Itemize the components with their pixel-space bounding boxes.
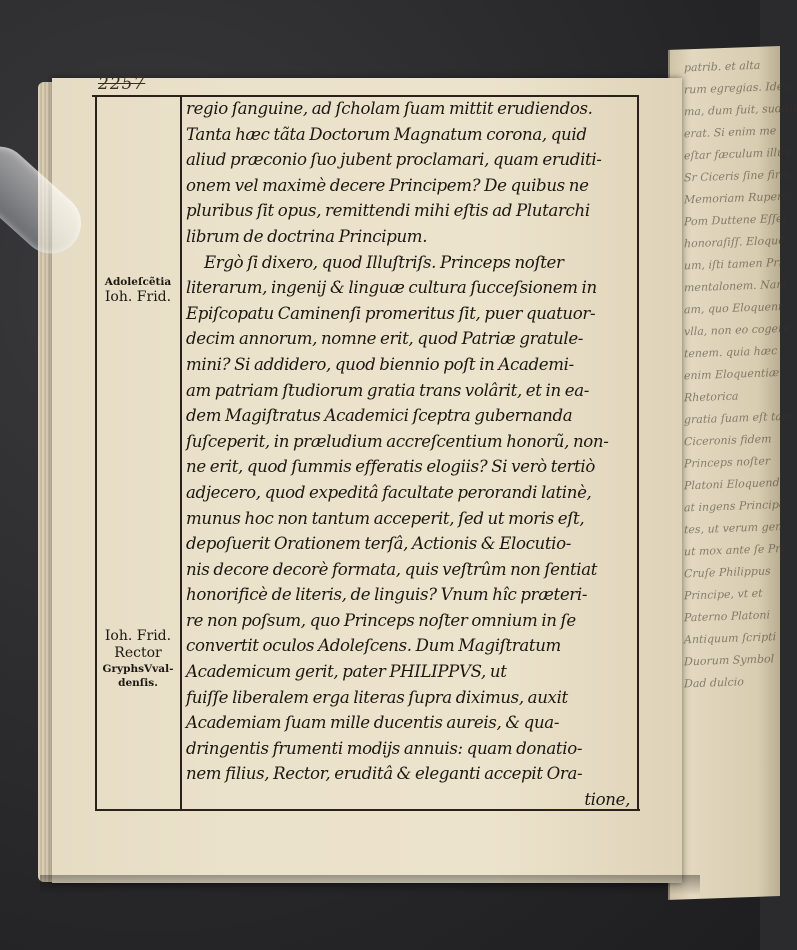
opposite-page-line: vlla, non eo cogere <box>684 321 790 339</box>
opposite-page-line: Dad dulcio <box>684 675 744 691</box>
text-line: convertit oculos Adoleſcens. Dum Magiſtratum <box>186 636 561 656</box>
margin-note-adolescentia <box>96 275 180 306</box>
opposite-page-line: Ciceronis fidem <box>684 432 772 449</box>
opposite-page-text <box>684 54 797 695</box>
opposite-page-line: Platoni Eloquend <box>684 476 780 493</box>
margin-note-line: Ioh. Frid. <box>104 628 172 644</box>
opposite-page-line: Memoriam Ruperis <box>684 189 792 207</box>
opposite-page-line: ma, dum fuit, suddit <box>684 101 797 119</box>
text-line: decim annorum, nomne erit, quod Patriæ gratule- <box>186 329 584 349</box>
main-text-block <box>186 96 636 813</box>
opposite-page-line: am, quo Eloquent <box>684 299 783 317</box>
text-line: dringentis frumenti modijs annuis: quam donatio- <box>186 738 583 758</box>
opposite-page-line: tenem. quia hæc <box>684 344 778 361</box>
text-line: re non poſsum, quo Princeps noſter omnium in ſe <box>186 610 576 630</box>
text-line: ne erit, quod ſummis efferatis elogiis? Si verò tertiò <box>186 457 596 477</box>
text-line: adjecero, quod expeditâ facultate perorandi latinè, <box>186 482 592 502</box>
frame-rule-right <box>637 95 639 810</box>
text-line: onem vel maximè decere Principem? De quibus ne <box>186 175 589 195</box>
opposite-page-line: Duorum Symbol <box>684 652 775 669</box>
text-line: tione, <box>584 790 630 810</box>
margin-note-line: Rector <box>114 645 162 661</box>
text-line: Academiam ſuam mille ducentis aureis, & qua- <box>186 713 560 733</box>
text-line: depoſuerit Orationem terſâ, Actionis & Elocutio- <box>186 534 572 554</box>
text-line: regio ſanguine, ad ſcholam ſuam mittit erudiendos. <box>186 99 593 118</box>
opposite-page-edge <box>668 46 797 900</box>
opposite-page-line: Rhetorica <box>684 389 739 405</box>
opposite-page-line: ut mox ante ſe Pri <box>684 541 785 559</box>
text-line: dem Magiſtratus Academici ſceptra gubernanda <box>186 406 573 426</box>
margin-note-rector <box>96 628 180 690</box>
opposite-page-line: enim Eloquentiæ <box>684 366 780 383</box>
opposite-page-line: erat. Si enim me <box>684 124 777 141</box>
text-line: mini? Si addidero, quod biennio poſt in Academi- <box>186 354 574 374</box>
text-line: Tanta hæc tãta Doctorum Magnatum corona, quid <box>186 124 587 144</box>
text-line: am patriam ſtudiorum gratia trans volârit, et in ea- <box>186 380 590 400</box>
text-line: fuiſſe liberalem erga literas ſupra diximus, auxit <box>186 687 568 707</box>
text-line: honorificè de literis, de linguis? Vnum hîc præteri- <box>186 585 588 605</box>
opposite-page-line: Sr Ciceris ſine firm <box>684 167 791 185</box>
opposite-page-line: rum egregias. Ideo <box>684 79 790 97</box>
page-header-mark: 2257 <box>98 74 146 94</box>
opposite-page-line: mentalonem. Nam <box>684 277 787 295</box>
page-bottom-shadow <box>40 875 700 895</box>
text-line: nem filius, Rector, eruditâ & eleganti accepit Ora- <box>186 764 583 784</box>
margin-note-line: Ioh. Frid. <box>104 289 172 305</box>
margin-note-line: denſis. <box>118 677 158 689</box>
opposite-page-line: patrib. et alta <box>684 58 761 75</box>
opposite-page-line: gratia ſuam eſt tam <box>684 409 793 427</box>
frame-rule-left <box>95 95 97 810</box>
margin-note-line: Adoleſcẽtia <box>104 276 172 288</box>
opposite-page-line: um, iſti tamen Pri <box>684 255 783 273</box>
text-line: pluribus ſit opus, remittendi mihi eſtis ad Plutarchi <box>186 201 590 221</box>
frame-rule-margin <box>180 95 182 810</box>
opposite-page-line: Paterno Platoni <box>684 608 770 625</box>
text-line: Epiſcopatu Caminenſi promeritus ſit, puer quatuor- <box>186 303 596 323</box>
opposite-page-line: Princeps noſter <box>684 454 771 471</box>
text-line: Ergò ſi dixero, quod Illuſtriſs. Princeps noſter <box>204 252 564 272</box>
opposite-page-line: Cruſe Philippus <box>684 564 771 581</box>
text-line: Academicum gerit, pater PHILIPPVS, ut <box>186 662 507 682</box>
text-line: nis decore decorè formata, quis veſtrûm non ſentiat <box>186 559 598 579</box>
opposite-page-line: Antiquum ſcripti <box>684 630 777 647</box>
text-line: munus hoc non tantum acceperit, ſed ut moris eſt, <box>186 508 585 528</box>
opposite-page-line: at ingens Principe <box>684 497 786 515</box>
opposite-page-line: honoraſiſſ. Eloquë <box>684 233 785 251</box>
text-line: ſuſceperit, in præludium accreſcentium honorũ, non- <box>186 431 609 451</box>
opposite-page-line: Principe, vt et <box>684 586 763 603</box>
margin-note-line: GryphsVval- <box>102 663 174 675</box>
opposite-page-line: tes, ut verum gen <box>684 519 783 537</box>
text-line: librum de doctrina Principum. <box>186 226 428 246</box>
opposite-page-line: Pom Duttene Eſſel <box>684 211 787 229</box>
text-line: aliud præconio ſuo jubent proclamari, quam eruditi- <box>186 150 602 170</box>
text-line: literarum, ingenij & linguæ cultura ſucceſsionem in <box>186 278 597 298</box>
opposite-page-line: eſtar fæculum illus <box>684 145 790 163</box>
